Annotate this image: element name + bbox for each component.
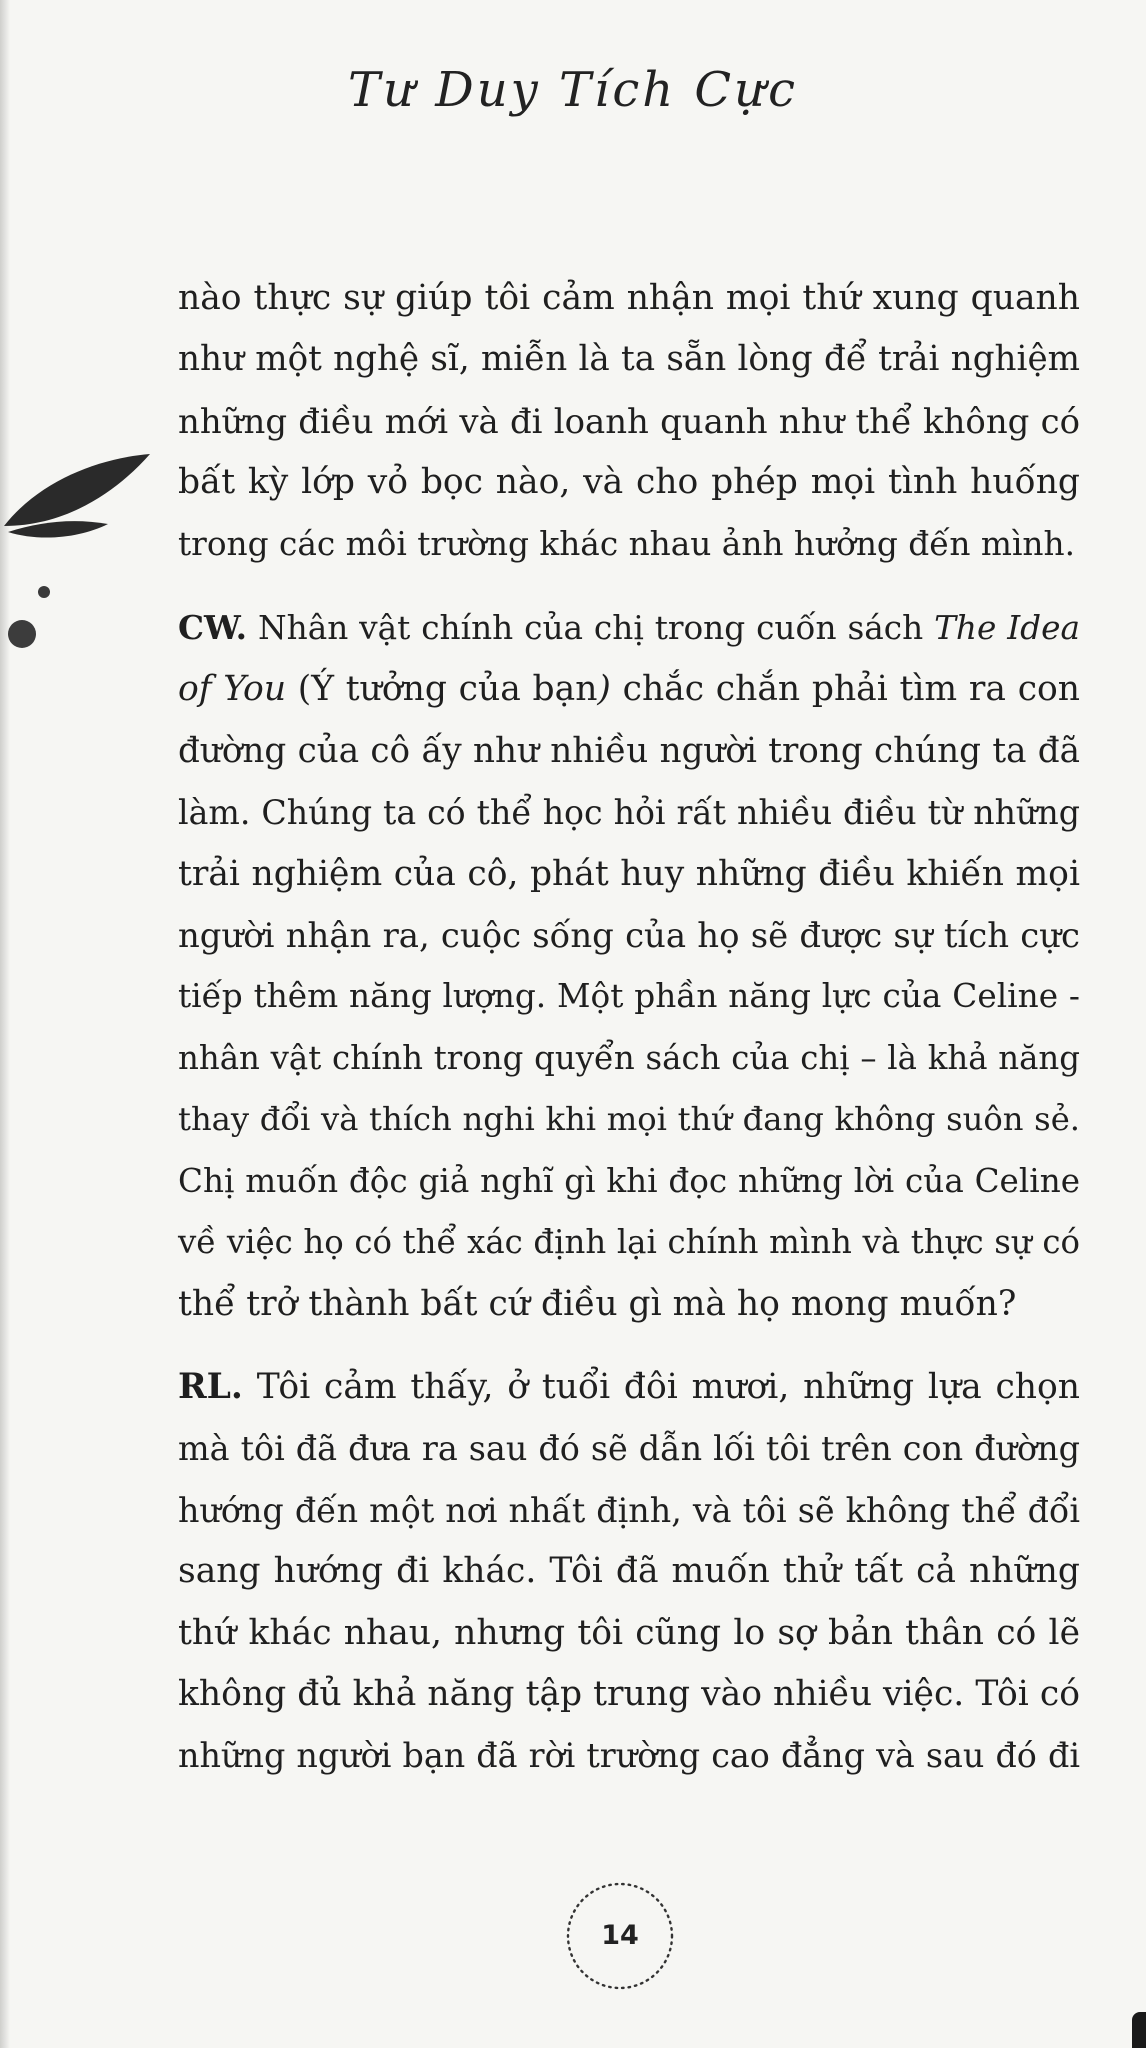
text-run: Nhân vật chính của chị trong cuốn sách <box>247 609 935 648</box>
text-line: những điều mới và đi loanh quanh như thể không có <box>178 401 1080 441</box>
text-line: bất kỳ lớp vỏ bọc nào, và cho phép mọi tình huống <box>178 462 1080 503</box>
text-line <box>178 659 1080 720</box>
speaker-label: RL. <box>178 1366 243 1407</box>
page-number-badge <box>560 1876 680 1996</box>
paragraph-continuation <box>178 268 1080 575</box>
text-line: về việc họ có thể xác định lại chính mình và thực sự có <box>178 1223 1080 1262</box>
text-line: thứ khác nhau, nhưng tôi cũng lo sợ bản thân có lẽ <box>178 1612 1080 1653</box>
text-line: làm. Chúng ta có thể học hỏi rất nhiều điều từ những <box>178 793 1080 833</box>
running-header: Tư Duy Tích Cực <box>348 62 798 118</box>
text-line: như một nghệ sĩ, miễn là ta sẵn lòng để trải nghiệm <box>178 339 1080 380</box>
text-line: trải nghiệm của cô, phát huy những điều khiến mọi <box>178 853 1080 894</box>
text-line: những người bạn đã rời trường cao đẳng và sau đó đi <box>178 1736 1080 1776</box>
text-line: mà tôi đã đưa ra sau đó sẽ dẫn lối tôi trên con đường <box>178 1429 1080 1469</box>
text-line: người nhận ra, cuộc sống của họ sẽ được sự tích cực <box>178 916 1080 956</box>
text-line: sang hướng đi khác. Tôi đã muốn thử tất cả những <box>178 1551 1080 1592</box>
speaker-label: CW. <box>178 608 248 648</box>
text-line: không đủ khả năng tập trung vào nhiều việc. Tôi có <box>178 1673 1080 1714</box>
text-line: tiếp thêm năng lượng. Một phần năng lực của Celine - <box>178 977 1080 1016</box>
book-title-italic: of You <box>178 669 287 710</box>
scan-shadow <box>0 0 10 2048</box>
text-line: trong các môi trường khác nhau ảnh hưởng đến mình. <box>178 524 1076 563</box>
book-title-italic: The Idea <box>934 609 1080 648</box>
text-line: thể trở thành bất cứ điều gì mà họ mong muốn? <box>178 1283 1017 1324</box>
interview-answer <box>178 1357 1080 1787</box>
text-line <box>178 597 1080 659</box>
text-line: hướng đến một nơi nhất định, và tôi sẽ không thể đổi <box>178 1490 1080 1530</box>
body-text <box>178 268 1080 1787</box>
interview-question <box>178 597 1080 1335</box>
text-run: Tôi cảm thấy, ở tuổi đôi mươi, những lựa chọn <box>242 1366 1080 1407</box>
text-run: ) <box>597 669 611 710</box>
text-line: nhân vật chính trong quyển sách của chị – là khả năng <box>178 1038 1080 1077</box>
text-run: (Ý tưởng của bạn <box>286 669 598 710</box>
leaf-decoration-icon <box>0 440 160 660</box>
page-number: 14 <box>601 1920 639 1951</box>
text-line <box>178 1357 1080 1418</box>
text-run: chắc chắn phải tìm ra con <box>610 669 1081 710</box>
text-line: nào thực sự giúp tôi cảm nhận mọi thứ xung quanh <box>178 278 1080 318</box>
text-line: Chị muốn độc giả nghĩ gì khi đọc những lời của Celine <box>178 1161 1080 1200</box>
scan-corner-mark <box>1132 2012 1146 2048</box>
text-line: đường của cô ấy như nhiều người trong chúng ta đã <box>178 730 1080 771</box>
text-line: thay đổi và thích nghi khi mọi thứ đang không suôn sẻ. <box>178 1100 1080 1139</box>
